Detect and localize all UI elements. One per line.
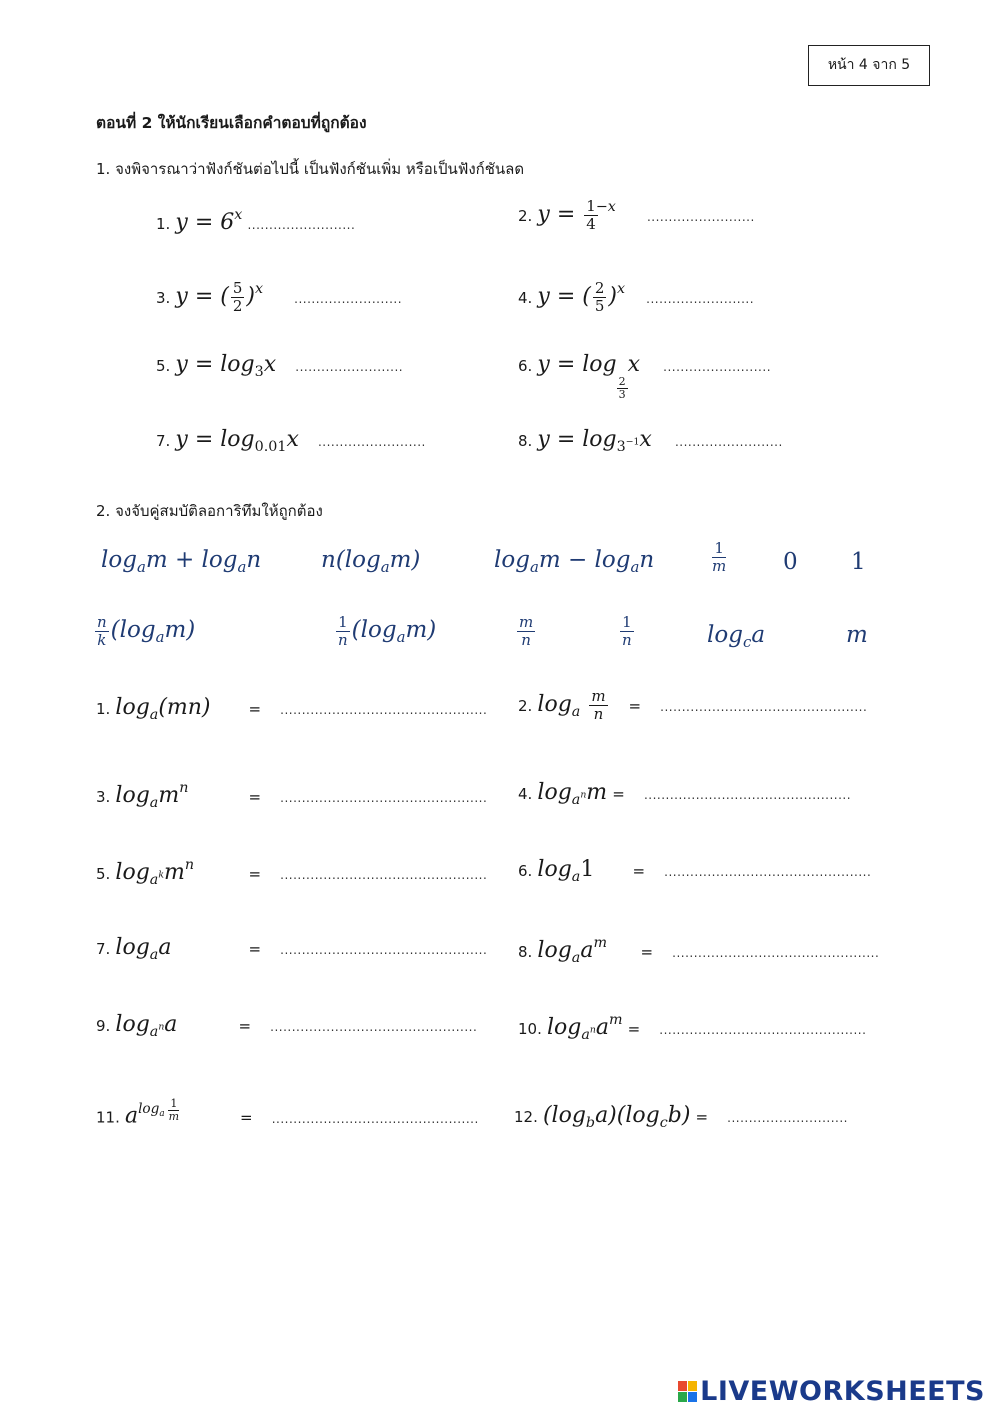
choice-n-over-k-log[interactable]: $\frac{n}{k}$ $(\log_am)$ <box>97 613 196 649</box>
choice-zero[interactable]: 0 <box>783 549 798 575</box>
choice-log-c-a[interactable]: $\log_ca$ <box>707 622 766 652</box>
q2-item-8: 8. $\log_aa^m$ = ................................................ <box>518 935 880 966</box>
question-2-instruction: 2. จงจับคู่สมบัติลอการิทึมให้ถูกต้อง <box>96 502 323 520</box>
q1-item-4-blank[interactable]: ......................... <box>646 292 755 306</box>
liveworksheets-logo-icon <box>678 1381 697 1402</box>
q2-item-1-blank[interactable]: ................................................ <box>280 703 488 717</box>
q2-item-2-blank[interactable]: ................................................ <box>660 700 868 714</box>
choice-n-log[interactable]: $n(\log_am)$ <box>321 547 421 577</box>
q1-item-3-formula: y = ( $\frac{5}{2}$ )$^x$ <box>175 279 264 315</box>
liveworksheets-wordmark: LIVEWORKSHEETS <box>700 1376 985 1407</box>
q2-item-5: 5. $\log_{a^k}m^n$ = ................................................ <box>96 857 488 888</box>
q2-item-3-blank[interactable]: ................................................ <box>280 791 488 805</box>
q1-item-2-blank[interactable]: ......................... <box>646 210 755 224</box>
q1-item-5-formula: $y = \log_3x$ <box>175 352 277 380</box>
q1-item-3: 3. y = ( $\frac{5}{2}$ )$^x$ ......................... <box>156 279 403 315</box>
choice-one-over-m[interactable]: $\frac{1}{m}$ <box>712 539 727 575</box>
choice-log-difference[interactable]: $\log_am - \log_an$ <box>494 547 655 577</box>
q2-item-9-blank[interactable]: ................................................ <box>270 1020 478 1034</box>
q1-item-4: 4. y = ( $\frac{2}{5}$ )$^x$ ......................... <box>518 279 755 315</box>
q2-item-12: 12. $(\log_ba)(\log_cb)$ = ............................ <box>514 1103 848 1131</box>
q2-item-3: 3. $\log_am^n$ = ................................................ <box>96 780 488 811</box>
q2-item-4: 4. $\log_{a^n}m$ = ................................................ <box>518 780 852 808</box>
choice-m-over-n[interactable]: $\frac{m}{n}$ <box>519 613 534 649</box>
q2-item-6-blank[interactable]: ................................................ <box>664 865 872 879</box>
q2-item-10: 10. $\log_{a^n}a^m$ = ................................................ <box>518 1012 867 1043</box>
q1-item-1-blank[interactable]: ......................... <box>247 218 356 232</box>
q1-item-2: 2. y = $\frac{1}{4}$ $^{-x}$ ......................... <box>518 197 755 233</box>
q2-item-12-blank[interactable]: ............................ <box>727 1111 848 1125</box>
q1-item-6: 6. y = log $\frac{2}{3}$ x ......................... <box>518 352 772 402</box>
q2-item-2: 2. $\log_a$ $\frac{m}{n}$ = ................................................ <box>518 687 868 723</box>
q2-item-7-blank[interactable]: ................................................ <box>280 943 488 957</box>
q1-item-8: 8. $y = \log_{3^{-1}}x$ ......................... <box>518 427 783 455</box>
q1-item-8-blank[interactable]: ......................... <box>674 435 783 449</box>
q1-item-6-blank[interactable]: ......................... <box>663 360 772 374</box>
section-title: ตอนที่ 2 ให้นักเรียนเลือกคำตอบที่ถูกต้อง <box>96 114 367 132</box>
page-indicator: หน้า 4 จาก 5 <box>808 45 930 86</box>
liveworksheets-logo <box>678 1376 985 1407</box>
q1-item-1: 1. $y = 6^x$ ......................... <box>156 207 356 235</box>
q2-item-4-blank[interactable]: ................................................ <box>643 788 852 802</box>
q2-item-10-blank[interactable]: ................................................ <box>659 1023 867 1037</box>
q2-item-1: 1. $\log_a(mn)$ = ................................................ <box>96 695 488 723</box>
choice-one-over-n-log[interactable]: $\frac{1}{n}$ $(\log_am)$ <box>338 613 437 649</box>
q1-item-7-blank[interactable]: ......................... <box>317 435 426 449</box>
choice-one[interactable]: 1 <box>851 549 866 575</box>
q1-item-2-formula: y = $\frac{1}{4}$ $^{-x}$ <box>537 197 616 233</box>
q2-item-7: 7. $\log_aa$ = ................................................ <box>96 935 488 963</box>
q1-item-8-formula: $y = \log_{3^{-1}}x$ <box>537 427 652 455</box>
q1-item-5: 5. $y = \log_3x$ ......................... <box>156 352 404 380</box>
q1-item-6-formula: y = log $\frac{2}{3}$ x <box>537 352 641 402</box>
q1-item-3-blank[interactable]: ......................... <box>294 292 403 306</box>
question-1-instruction: 1. จงพิจารณาว่าฟังก์ชันต่อไปนี้ เป็นฟังก์ชันเพิ่ม หรือเป็นฟังก์ชันลด <box>96 160 525 178</box>
q2-item-8-blank[interactable]: ................................................ <box>672 946 880 960</box>
q1-item-5-blank[interactable]: ......................... <box>295 360 404 374</box>
q2-item-11-blank[interactable]: ................................................ <box>271 1111 479 1126</box>
q1-item-4-formula: y = ( $\frac{2}{5}$ )$^x$ <box>537 279 626 315</box>
choice-log-sum[interactable]: $\log_am + \log_an$ <box>101 547 262 577</box>
q2-item-9: 9. $\log_{a^n}a$ = ................................................ <box>96 1012 478 1040</box>
q2-item-6: 6. $\log_a1$ = ................................................ <box>518 857 872 885</box>
q1-item-1-formula: $y = 6^x$ <box>175 207 243 235</box>
choice-m[interactable]: m <box>846 622 868 648</box>
q2-item-5-blank[interactable]: ................................................ <box>280 868 488 882</box>
q1-item-7-formula: $y = \log_{0.01}x$ <box>175 427 299 455</box>
choice-one-over-n[interactable]: $\frac{1}{n}$ <box>622 613 632 649</box>
q2-item-11: 11. $a^{log_a \frac{1}{m}}$ = ................................................ <box>96 1097 479 1129</box>
q1-item-7: 7. $y = \log_{0.01}x$ ......................... <box>156 427 426 455</box>
